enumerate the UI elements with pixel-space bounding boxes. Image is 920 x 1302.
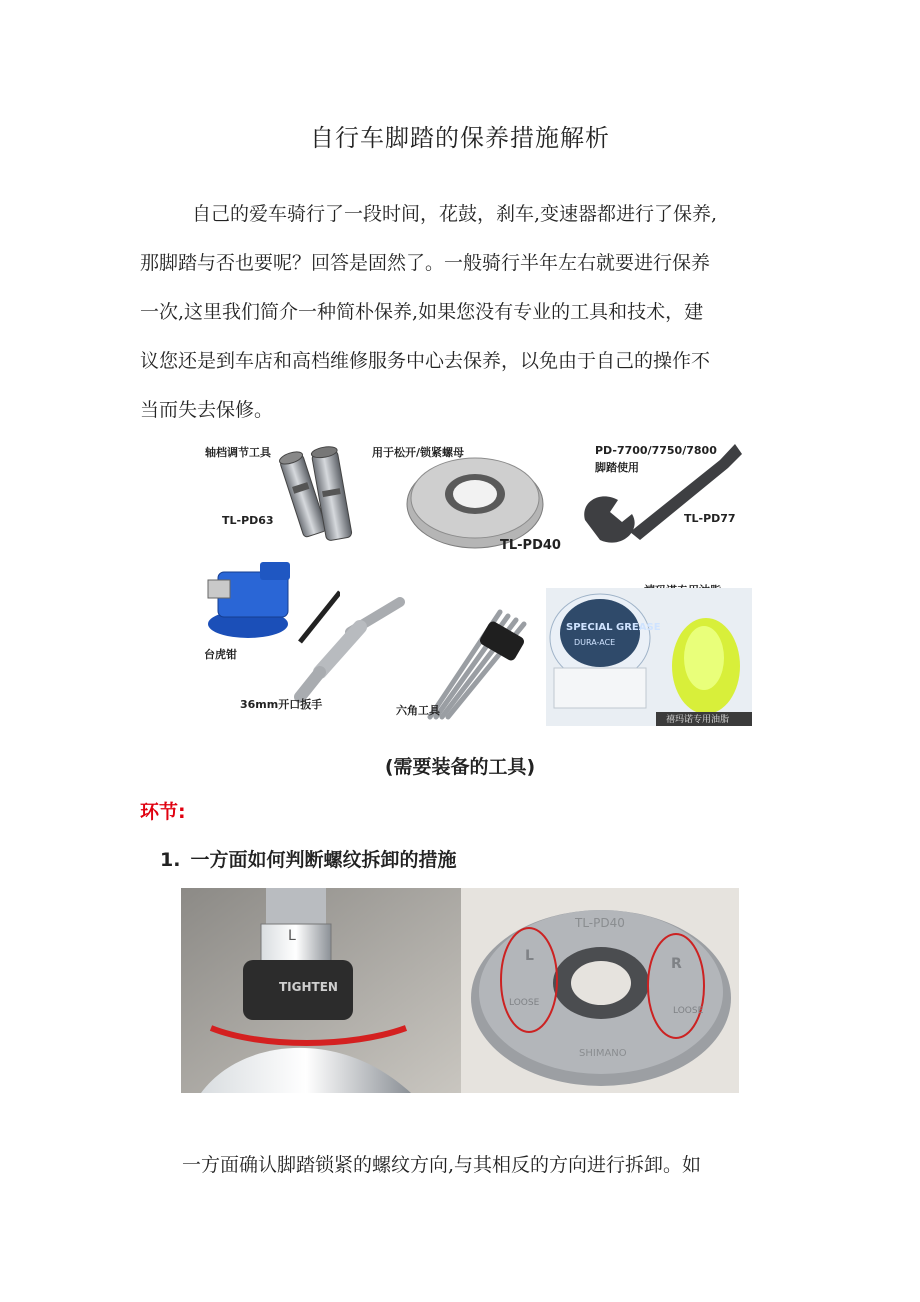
section-label: 环节: — [140, 801, 186, 823]
loose-left: LOOSE — [509, 998, 540, 1008]
axle-tool-image — [200, 432, 370, 552]
tl-pd40-label: TL-PD40 — [500, 538, 561, 553]
pedal-photo-graphic — [181, 888, 739, 1093]
wrench-36-label: 36mm开口扳手 — [240, 698, 323, 711]
intro-line: 一次,这里我们简介一种简朴保养,如果您没有专业的工具和技术，建 — [140, 301, 704, 323]
l-mark: L — [288, 928, 296, 944]
intro-line: 自己的爱车骑行了一段时间，花鼓，刹车,变速器都进行了保养, — [192, 203, 718, 225]
tighten-mark: TIGHTEN — [279, 980, 338, 994]
pd-models-label: PD-7700/7750/7800 — [595, 444, 717, 457]
hex-label: 六角工具 — [396, 704, 440, 717]
figure-caption: (需要装备的工具) — [384, 756, 536, 778]
axle-tool-label: 轴档调节工具 — [205, 446, 271, 459]
intro-line: 那脚踏与否也要呢？回答是固然了。一般骑行半年左右就要进行保养 — [140, 252, 711, 274]
lock-nut-label: 用于松开/锁紧螺母 — [372, 446, 465, 459]
lockring-tool-icon — [370, 432, 570, 552]
r-mark-left: L — [525, 948, 534, 964]
tl-pd63-label: TL-PD63 — [222, 514, 274, 527]
grease-image — [546, 588, 752, 726]
lockring-tool-image — [370, 432, 570, 552]
loose-right: LOOSE — [673, 1006, 704, 1016]
pedal-use-label: 脚踏使用 — [595, 461, 639, 474]
tools-figure — [200, 432, 752, 727]
step-number: 1. — [160, 849, 181, 871]
intro-line: 议您还是到车店和高档维修服务中心去保养，以免由于自己的操作不 — [140, 350, 711, 372]
brand-text: SHIMANO — [579, 1048, 627, 1059]
pedal-photo — [181, 888, 739, 1093]
tl-pd77-label: TL-PD77 — [684, 512, 736, 525]
grease-can-sub: DURA-ACE — [574, 638, 616, 647]
step-heading — [160, 845, 456, 872]
tl-pd77-image — [570, 432, 752, 552]
grease-can-text: SPECIAL GREASE — [566, 622, 661, 633]
grease-icon — [546, 588, 752, 726]
wrench-icon — [570, 432, 752, 552]
tool-text: TL-PD40 — [575, 916, 625, 930]
vise-label: 台虎钳 — [204, 648, 237, 661]
page-title: 自行车脚踏的保养措施解析 — [310, 124, 610, 152]
intro-paragraph — [140, 190, 785, 435]
grease-caption-label: 禧玛诺专用油脂 — [666, 715, 730, 725]
socket-tools-icon — [200, 432, 370, 552]
hex-keys-image — [370, 592, 540, 727]
intro-line: 当而失去保修。 — [140, 399, 274, 421]
body-line: 一方面确认脚踏锁紧的螺纹方向,与其相反的方向进行拆卸。如 — [182, 1154, 702, 1176]
step-text: 一方面如何判断螺纹拆卸的措施 — [190, 849, 457, 871]
r-mark-right: R — [671, 956, 682, 972]
